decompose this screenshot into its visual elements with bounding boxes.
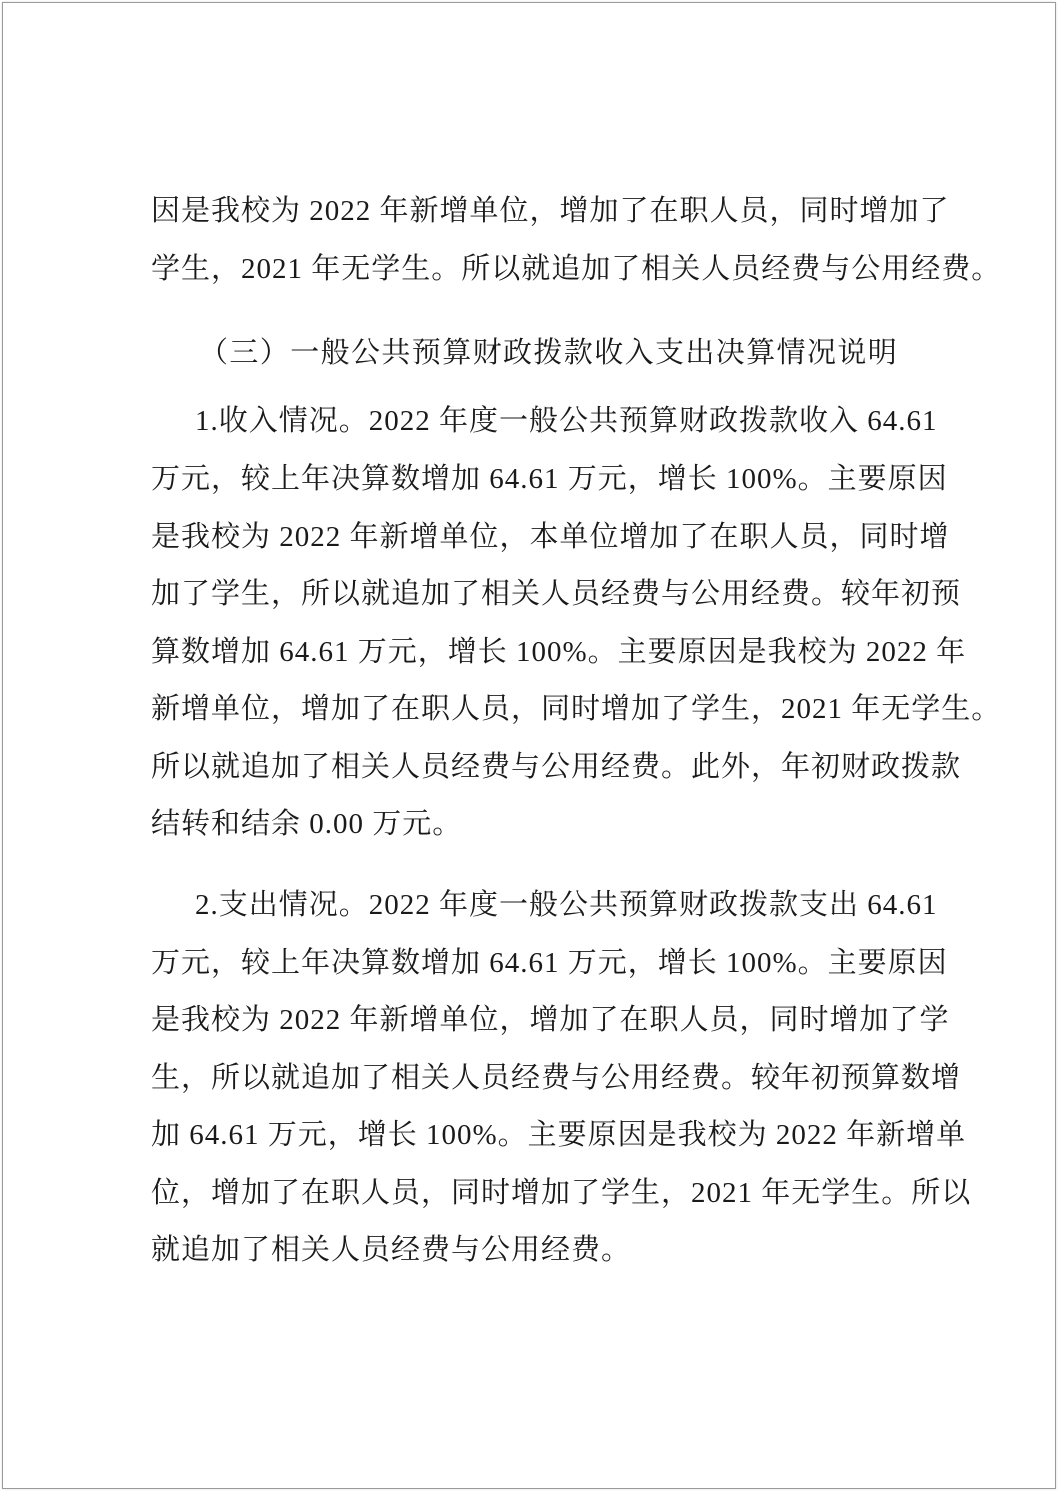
text-line: 因是我校为 2022 年新增单位，增加了在职人员，同时增加了	[151, 195, 950, 227]
text-line: 1.收入情况。2022 年度一般公共预算财政拨款收入 64.61	[195, 405, 938, 437]
section-heading: （三）一般公共预算财政拨款收入支出决算情况说明	[199, 337, 899, 369]
text-line: 结转和结余 0.00 万元。	[151, 808, 463, 840]
text-line: 加 64.61 万元，增长 100%。主要原因是我校为 2022 年新增单	[151, 1119, 967, 1151]
text-line: 生，所以就追加了相关人员经费与公用经费。较年初预算数增	[151, 1062, 962, 1094]
text-line: 位，增加了在职人员，同时增加了学生，2021 年无学生。所以	[151, 1177, 972, 1209]
text-line: 新增单位，增加了在职人员，同时增加了学生，2021 年无学生。	[151, 693, 1002, 725]
text-line: 是我校为 2022 年新增单位，增加了在职人员，同时增加了学	[151, 1004, 950, 1036]
text-line: 万元，较上年决算数增加 64.61 万元，增长 100%。主要原因	[151, 463, 948, 495]
document-page	[2, 2, 1056, 1489]
text-line: 加了学生，所以就追加了相关人员经费与公用经费。较年初预	[151, 578, 962, 610]
text-line: 学生，2021 年无学生。所以就追加了相关人员经费与公用经费。	[151, 253, 1002, 285]
text-line: 算数增加 64.61 万元，增长 100%。主要原因是我校为 2022 年	[151, 636, 967, 668]
text-line: 是我校为 2022 年新增单位，本单位增加了在职人员，同时增	[151, 521, 950, 553]
text-line: 所以就追加了相关人员经费与公用经费。此外，年初财政拨款	[151, 751, 962, 783]
text-line: 就追加了相关人员经费与公用经费。	[151, 1234, 632, 1266]
text-line: 2.支出情况。2022 年度一般公共预算财政拨款支出 64.61	[195, 889, 938, 921]
text-line: 万元，较上年决算数增加 64.61 万元，增长 100%。主要原因	[151, 947, 948, 979]
